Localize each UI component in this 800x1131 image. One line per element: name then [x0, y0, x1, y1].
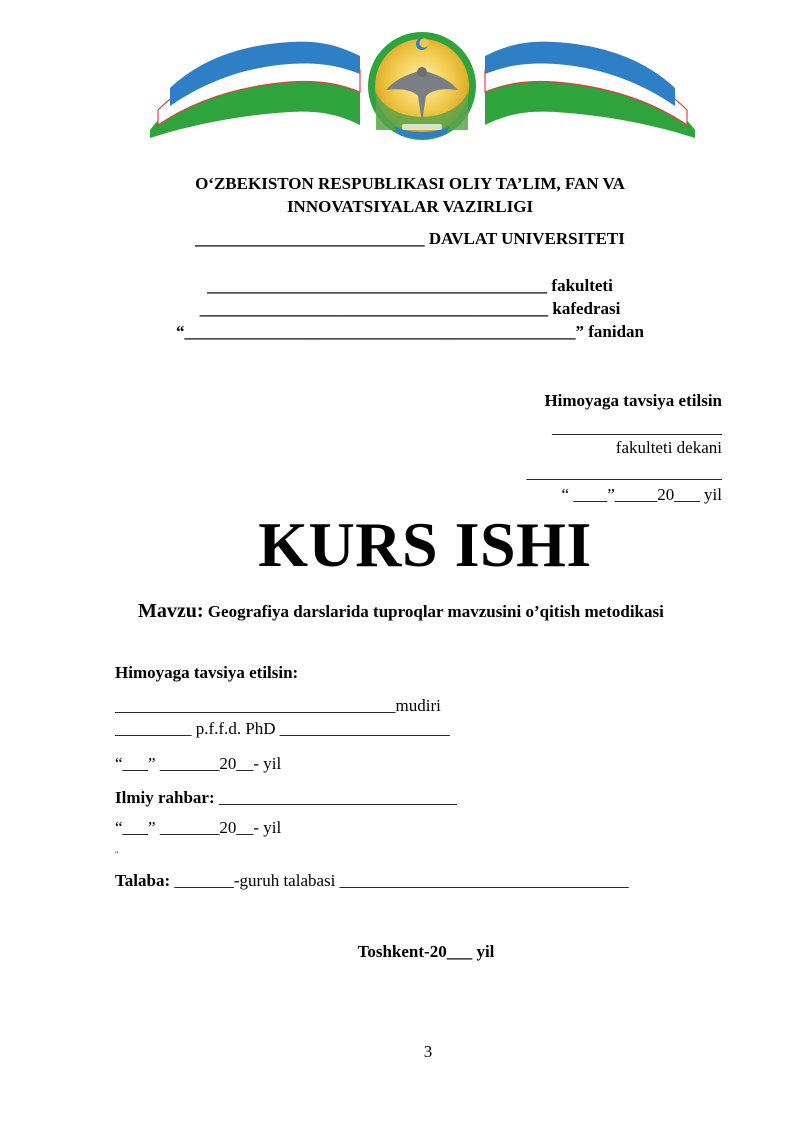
state-emblem-icon — [140, 30, 705, 142]
head-of-department-line: _________________________________mudiri — [115, 696, 441, 715]
ministry-line-2: INNOVATSIYALAR VAZIRLIGI — [286, 197, 534, 216]
approval-top-blank-2: _______________________ — [526, 463, 722, 482]
approval-top-blank-1: ____________________ — [552, 418, 722, 437]
topic-line — [138, 600, 664, 623]
page-number: 3 — [423, 1042, 433, 1061]
approval-bottom-heading: Himoyaga tavsiya etilsin: — [115, 663, 299, 682]
student-label: Talaba: — [115, 871, 171, 890]
topic-text: Geografiya darslarida tuproqlar mavzusini o’qitish metodikasi — [207, 602, 664, 621]
topic-label: Mavzu: — [138, 600, 204, 622]
approval-top-heading: Himoyaga tavsiya etilsin — [544, 391, 722, 410]
document-title: KURS ISHI — [258, 509, 592, 580]
supervisor-line — [115, 788, 457, 808]
city-year: Toshkent-20___ yil — [357, 942, 495, 961]
supervisor-blank: ____________________________ — [214, 788, 457, 807]
ministry-title — [100, 172, 720, 218]
degree-line: _________ p.f.f.d. PhD ____________________ — [115, 719, 450, 738]
supervisor-label: Ilmiy rahbar: — [115, 788, 215, 807]
tiny-mark: " — [115, 850, 119, 859]
approval-date-1: “___” _______20__- yil — [115, 754, 282, 773]
subject-line: “______________________________________________” fanidan — [176, 322, 644, 341]
student-line — [115, 871, 629, 891]
state-emblem-banner — [140, 30, 705, 142]
approval-top-date: “ ____”_____20___ yil — [561, 485, 722, 504]
ministry-line-1: O‘ZBEKISTON RESPUBLIKASI OLIY TA’LIM, FAN VA — [195, 174, 625, 193]
faculty-line: ________________________________________ fakulteti — [207, 276, 613, 295]
department-line: _________________________________________ kafedrasi — [199, 299, 621, 318]
student-blank: _______-guruh talabasi __________________________________ — [170, 871, 629, 890]
dean-label: fakulteti dekani — [615, 438, 722, 457]
approval-date-2: “___” _______20__- yil — [115, 818, 282, 837]
university-line: ___________________________ DAVLAT UNIVERSITETI — [195, 229, 625, 248]
